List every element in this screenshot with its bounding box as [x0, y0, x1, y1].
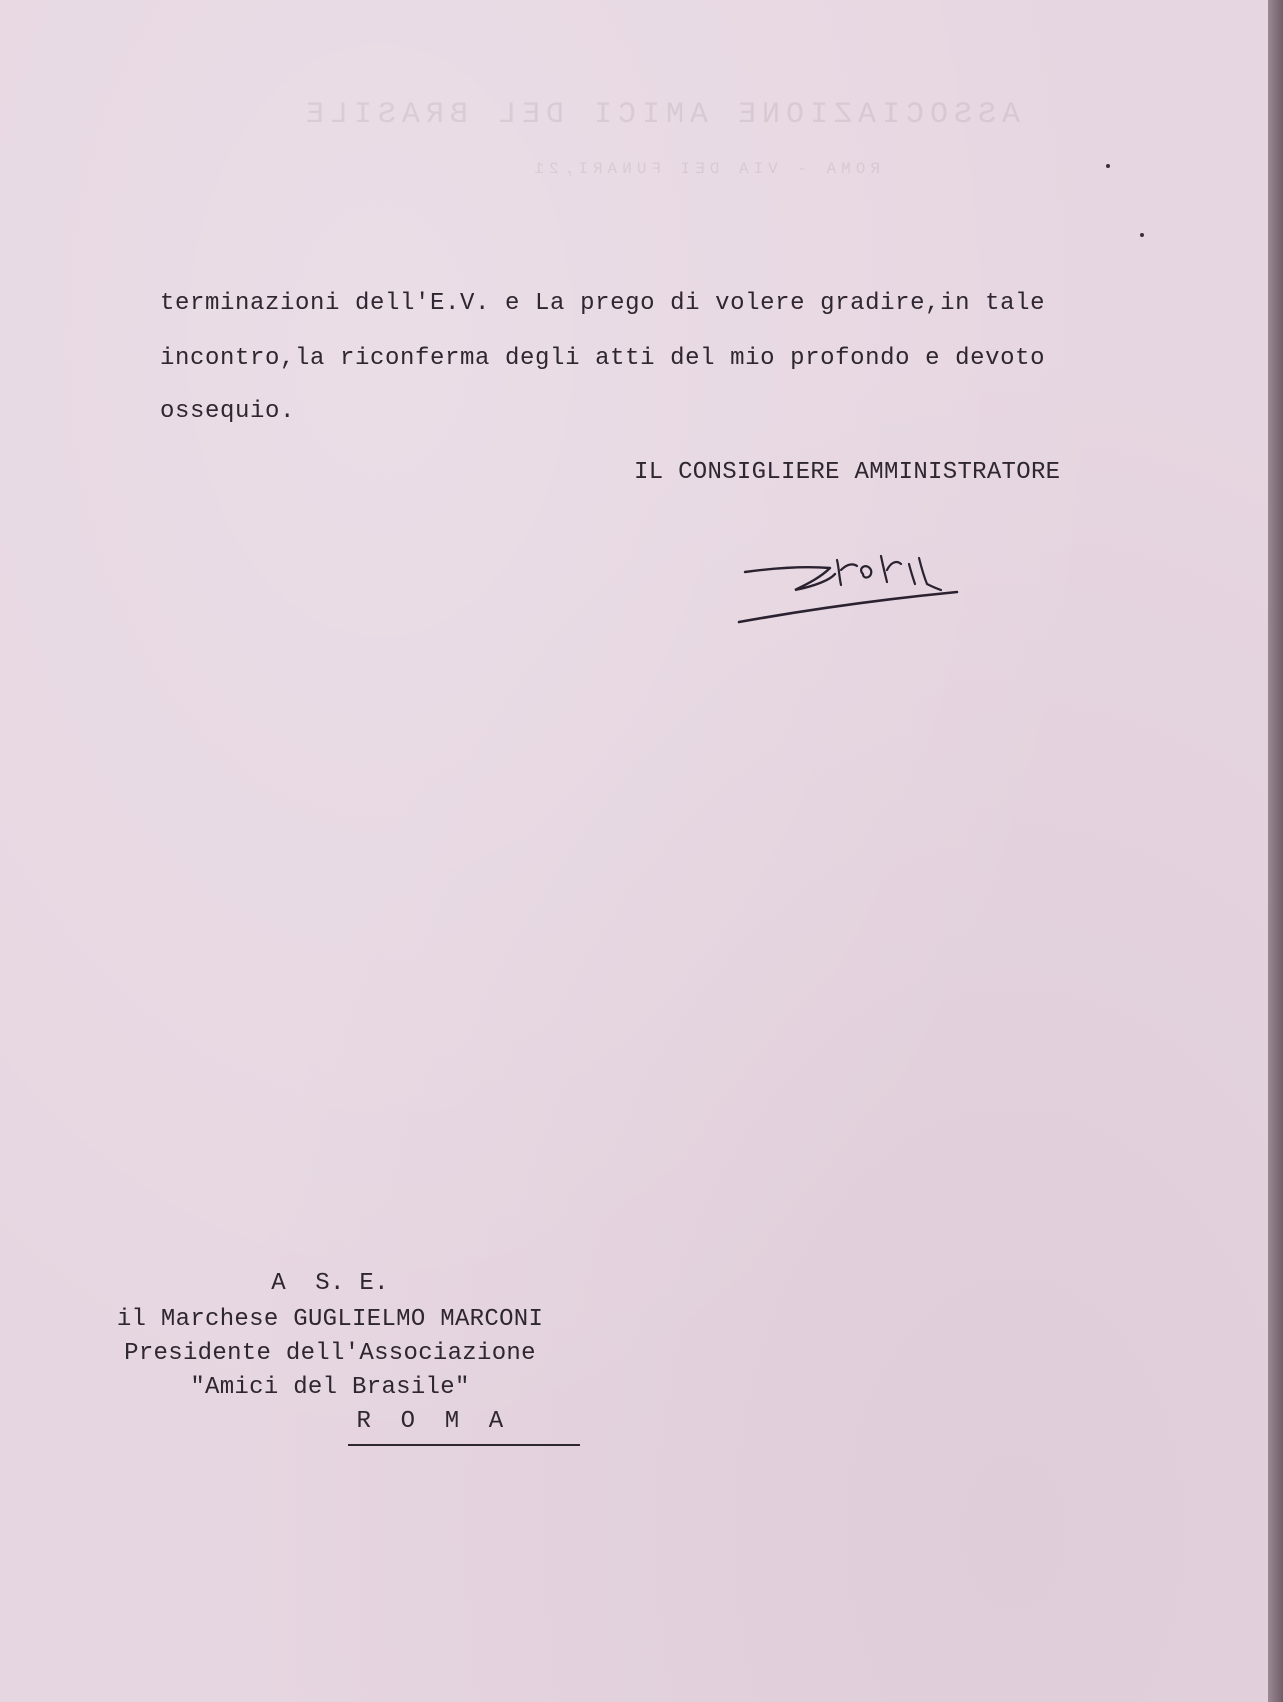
paper-speck: [1140, 233, 1144, 237]
city-underline: [348, 1444, 580, 1446]
paper-speck: [1106, 164, 1110, 168]
handwritten-signature: [735, 530, 975, 645]
body-line-3: ossequio.: [160, 398, 296, 425]
addressee-name: il Marchese GUGLIELMO MARCONI: [116, 1306, 544, 1333]
body-line-1: terminazioni dell'E.V. e La prego di volere gradire,in tale: [160, 290, 1046, 317]
addressee-association: "Amici del Brasile": [190, 1374, 470, 1401]
signature-stroke-icon: [735, 530, 975, 640]
addressee-city: R O M A: [356, 1408, 504, 1435]
addressee-title: Presidente dell'Associazione: [124, 1340, 536, 1367]
show-through-letterhead: ASSOCIAZIONE AMICI DEL BRASILE: [299, 98, 1020, 132]
body-line-2: incontro,la riconferma degli atti del mio profondo e devoto: [160, 345, 1046, 372]
addressee-line-1: A S. E.: [271, 1270, 389, 1297]
show-through-address: ROMA - VIA DEI FUNARI,21: [529, 160, 880, 178]
signatory-title: IL CONSIGLIERE AMMINISTRATORE: [634, 459, 1061, 486]
page-edge-shadow: [1268, 0, 1283, 1702]
